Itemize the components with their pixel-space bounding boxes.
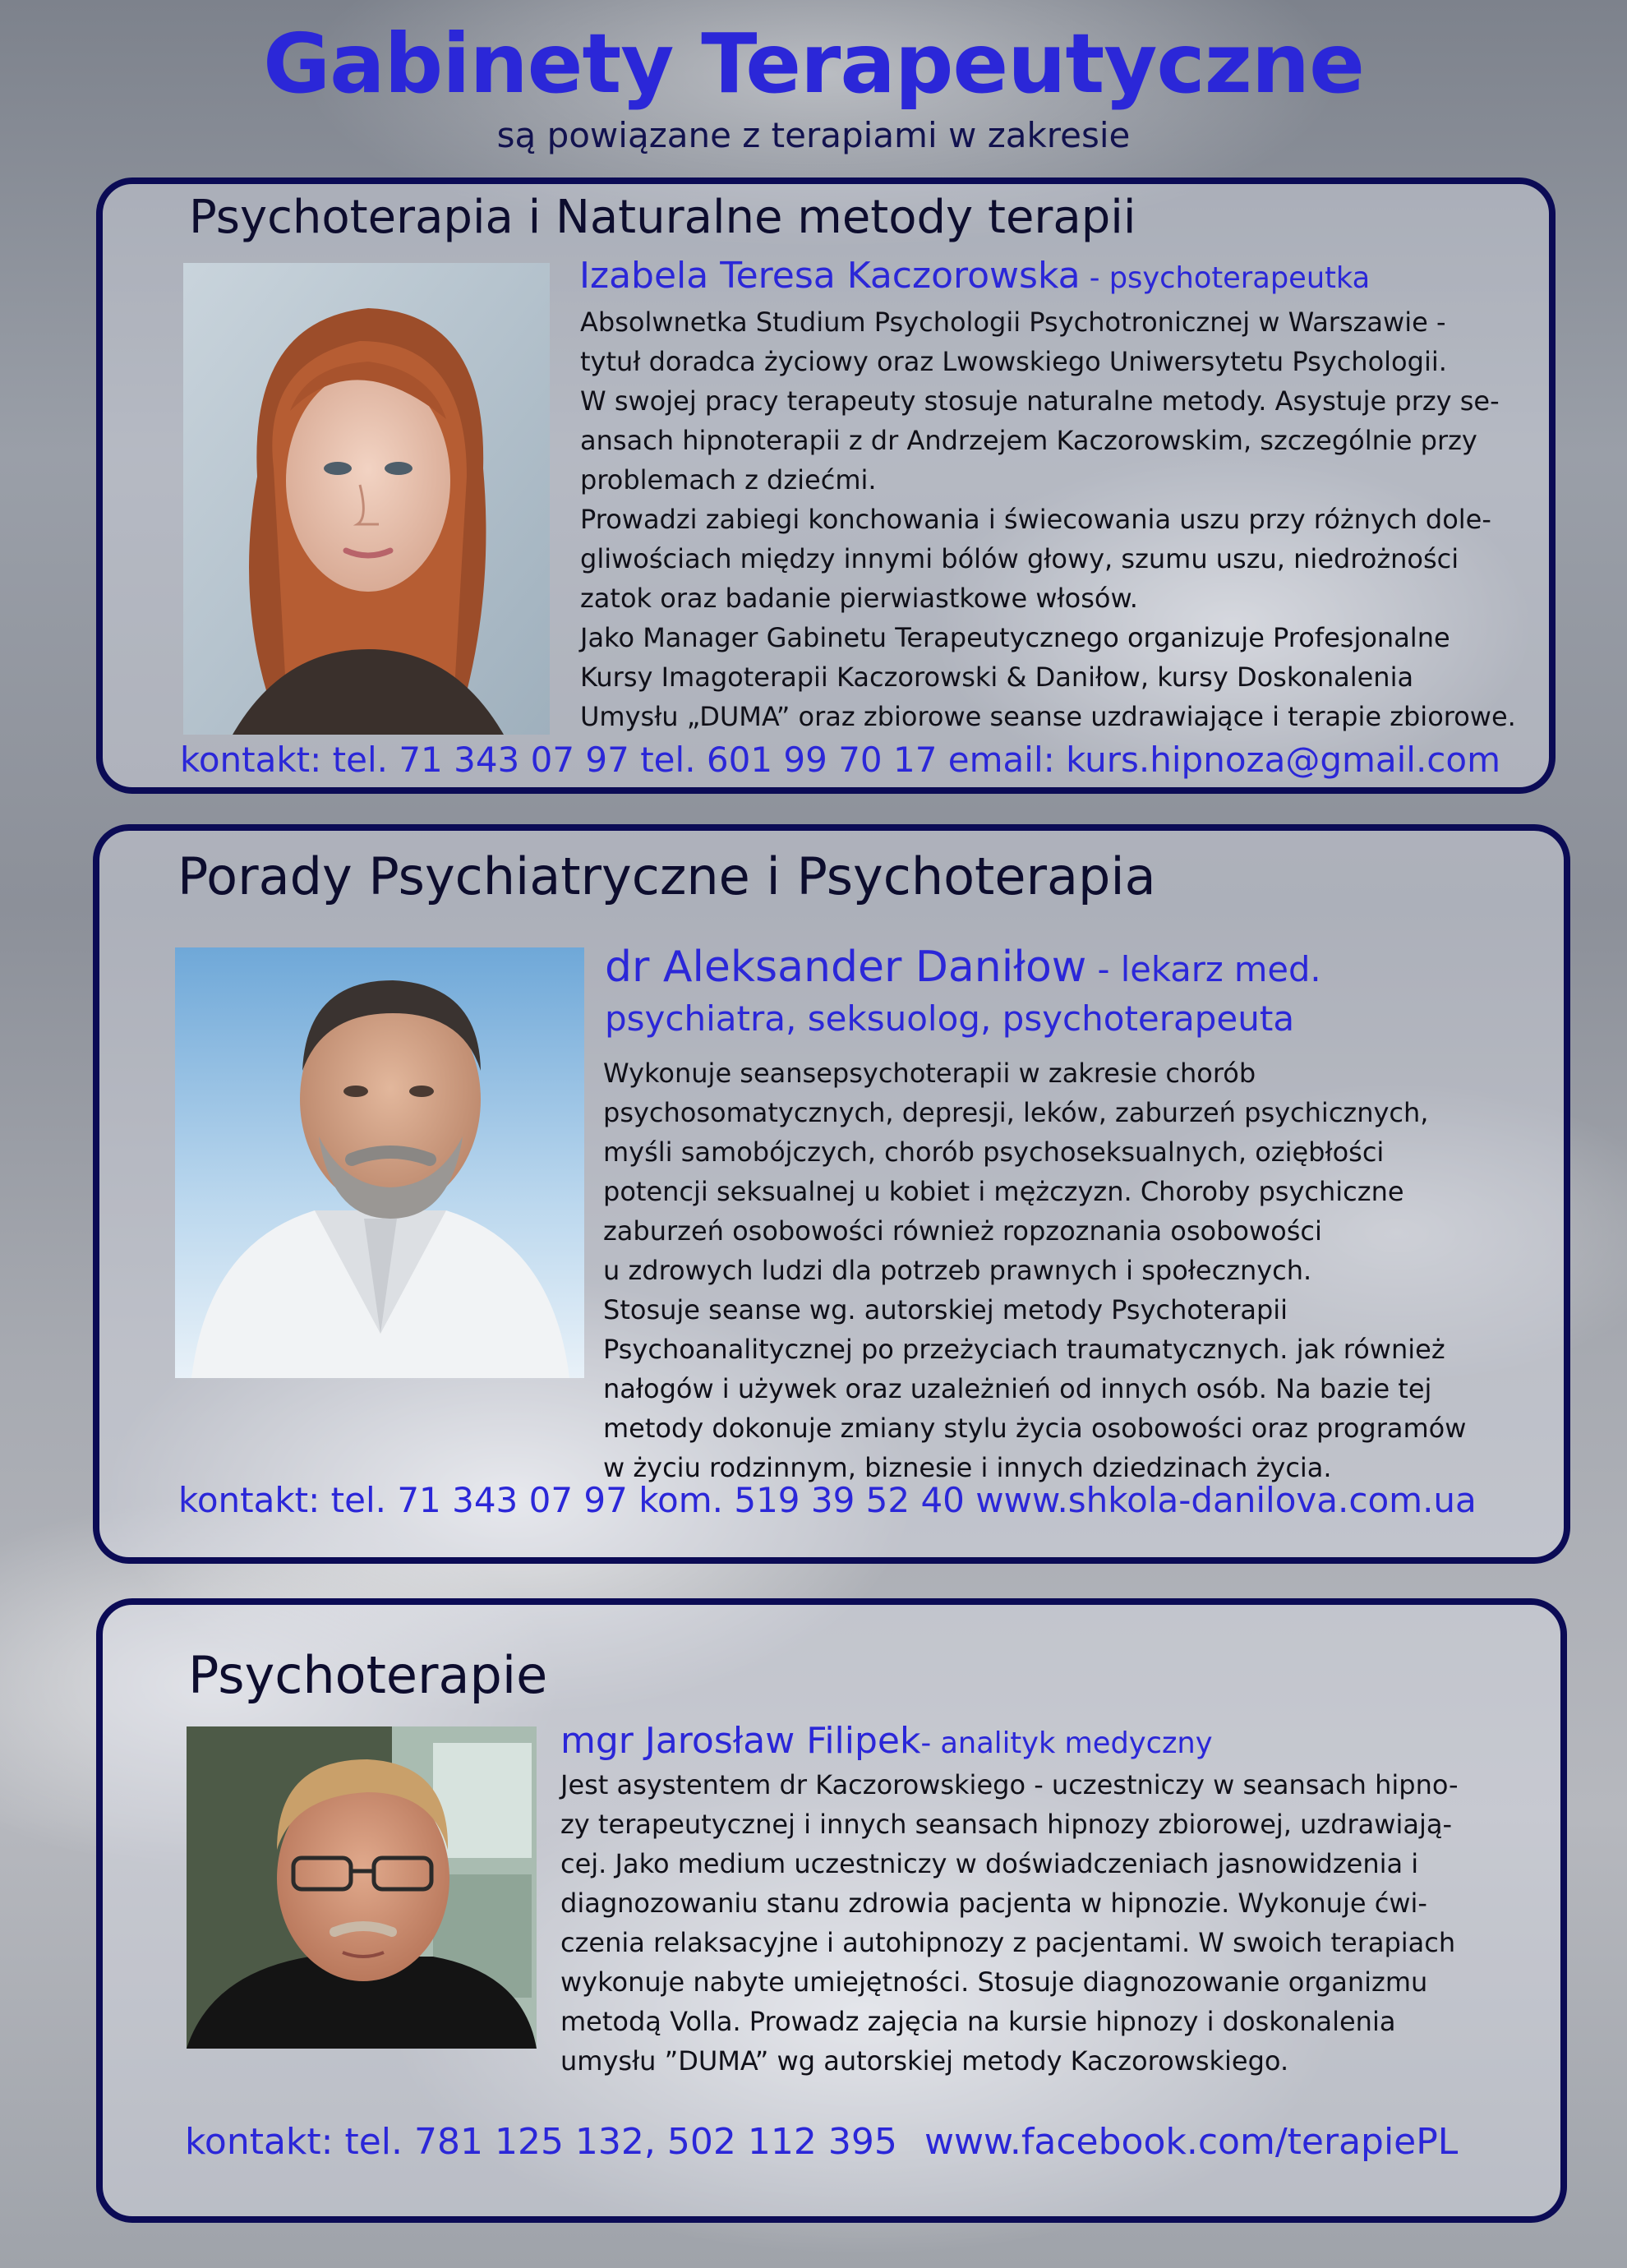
section-title: Porady Psychiatryczne i Psychoterapia [177,846,1156,906]
section-panel-kaczorowska [96,177,1556,794]
page-subtitle: są powiązane z terapiami w zakresie [496,115,1131,155]
therapist-name-filipek: mgr Jarosław Filipek- analityk medyczny [560,1720,1213,1762]
section-panel-danilow [93,824,1570,1564]
description-filipek: Jest asystentem dr Kaczorowskiego - uczestniczy w seansach hipno- zy terapeutycznej i innych seansach hipnozy zbiorowej, uzdrawiają- cej. Jako medium uczestniczy w doświadczeniach jasnowidzenia i diagnozowaniu stanu zdrowia pacjenta w hipnozie. Wykonuje ćwi- czenia relaksacyjne i autohipnozy z pacjentami. W swoich terapiach wykonuje nabyte umiejętności. Stosuje diagnozowanie organizmu metodą Volla. Prowadz zajęcia na kursie hipnozy i doskonalenia umysłu ”DUMA” wg autorskiej metody Kaczorowskiego. [560,1769,1459,2077]
section-title: Psychoterapie [188,1645,548,1705]
portrait-photo-danilow [175,947,584,1378]
contact-filipek: kontakt: tel. 781 125 132, 502 112 395 [185,2121,897,2163]
contact-danilow: kontakt: tel. 71 343 07 97 kom. 519 39 52 40 www.shkola-danilova.com.ua [178,1480,1477,1520]
section-panel-filipek [96,1598,1567,2223]
section-title: Psychoterapia i Naturalne metody terapii [189,191,1136,244]
portrait-photo-kaczorowska [183,263,550,735]
portrait-photo-filipek [187,1726,537,2049]
description-kaczorowska: Absolwnetka Studium Psychologii Psychotronicznej w Warszawie - tytuł doradca życiowy oraz Lwowskiego Uniwersytetu Psychologii. W swojej pracy terapeuty stosuje naturalne metody. Asystuje przy se- ansach hipnoterapii z dr Andrzejem Kaczorowskim, szczególnie przy problemach z dziećmi. Prowadzi zabiegi konchowania i świecowania uszu przy różnych dole- gliwościach między innymi bólów głowy, szumu uszu, niedrożności zatok oraz badanie pierwiastkowe włosów. Jako Manager Gabinetu Terapeutycznego organizuje Profesjonalne Kursy Imagoterapii Kaczorowski & Daniłow, kursy Doskonalenia Umysłu „DUMA” oraz zbiorowe seanse uzdrawiające i terapie zbiorowe. [580,307,1516,732]
therapist-specialties-danilow: psychiatra, seksuolog, psychoterapeuta [605,998,1295,1039]
description-danilow: Wykonuje seansepsychoterapii w zakresie chorób psychosomatycznych, depresji, leków, zaburzeń psychicznych, myśli samobójczych, chorób psychoseksualnych, oziębłości potencji seksualnej u kobiet i mężczyzn. Choroby psychiczne zaburzeń osobowości również ropzoznania osobowości u zdrowych ludzi dla potrzeb prawnych i społecznych. Stosuje seanse wg. autorskiej metody Psychoterapii Psychoanalitycznej po przeżyciach traumatycznych. jak również nałogów i używek oraz uzależnień od innych osób. Na bazie tej metody dokonuje zmiany stylu życia osobowości oraz programów w życiu rodzinnym, biznesie i innych dziedzinach życia. [603,1058,1467,1483]
contact-kaczorowska: kontakt: tel. 71 343 07 97 tel. 601 99 70 17 email: kurs.hipnoza@gmail.com [180,740,1501,780]
therapist-name-danilow: dr Aleksander Daniłow - lekarz med. [605,943,1321,992]
page-title: Gabinety Terapeutyczne [263,16,1364,112]
therapist-name-kaczorowska: Izabela Teresa Kaczorowska - psychoterapeutka [579,255,1371,297]
website-link-filipek[interactable]: www.facebook.com/terapiePL [924,2121,1459,2163]
